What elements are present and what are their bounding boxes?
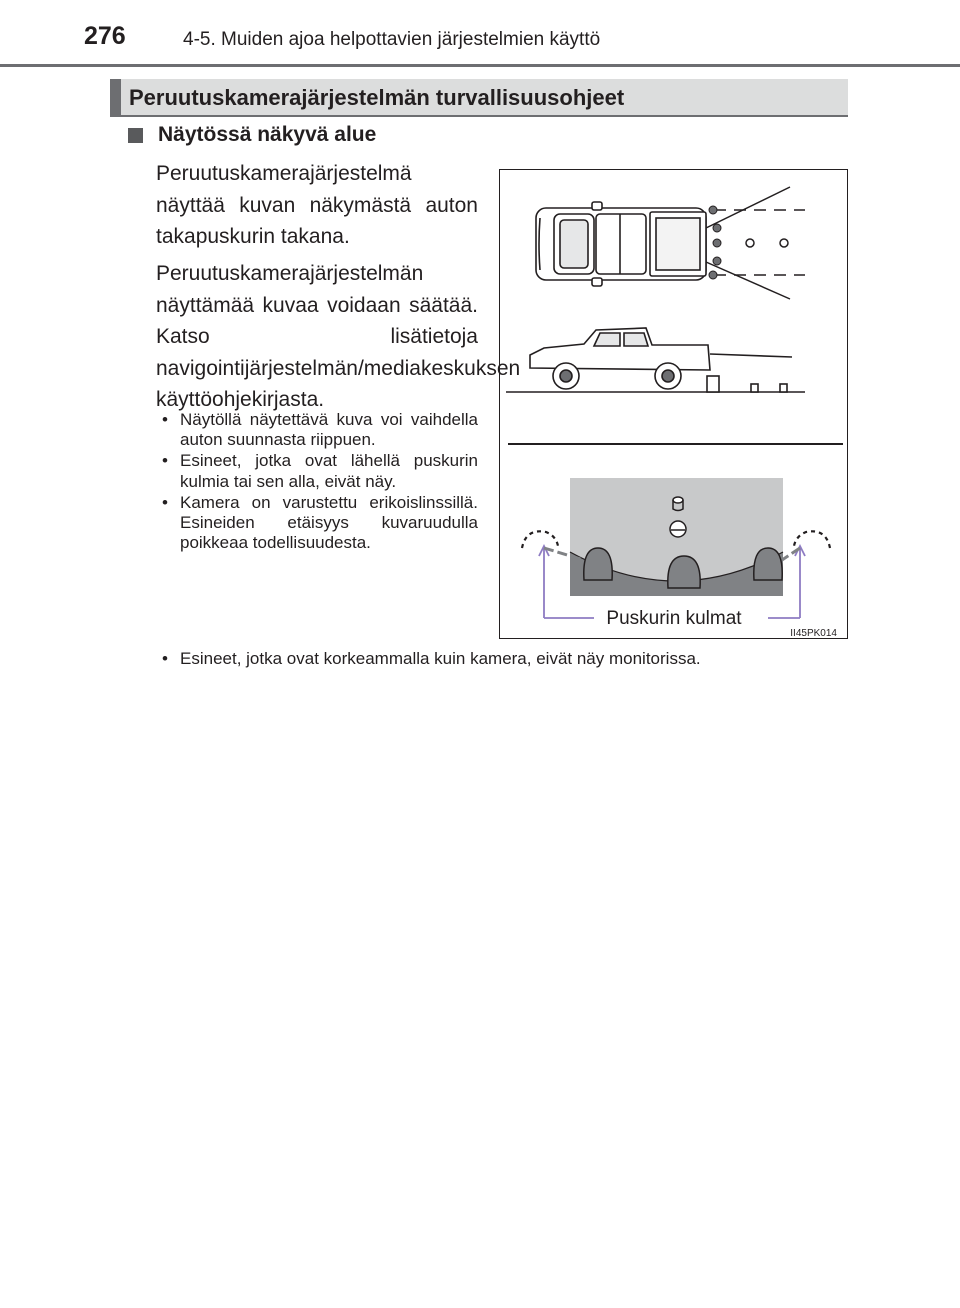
list-item — [158, 451, 478, 491]
bullet-dot: • — [162, 410, 168, 429]
callout-label: Puskurin kulmat — [606, 608, 742, 629]
bullet-text: Esineet, jotka ovat lähellä puskurin kulmia tai sen alla, eivät näy. — [180, 451, 478, 491]
page-number: 276 — [84, 22, 126, 50]
section-title: Peruutuskamerajärjestelmän turvallisuusohjeet — [129, 85, 625, 110]
list-item — [158, 493, 478, 554]
bullet-dot: • — [162, 492, 168, 512]
list-item — [158, 410, 478, 450]
monitor-view — [570, 478, 783, 596]
square-bullet-icon — [128, 128, 143, 143]
subsection-heading: Näytössä näkyvä alue — [158, 123, 377, 146]
truck-top-view — [536, 202, 706, 286]
bullet-list — [158, 410, 478, 554]
bullet-dot: • — [162, 649, 168, 668]
paragraph-1: Peruutuskamerajärjestelmä näyttää kuvan näkymästä auton takapuskurin takana. — [156, 162, 478, 248]
section-title-bar — [110, 79, 848, 115]
truck-side-view — [530, 328, 710, 389]
bullet-text: Esineet, jotka ovat korkeammalla kuin kamera, eivät näy monitorissa. — [180, 649, 701, 668]
bullet-dot: • — [162, 451, 168, 471]
bullet-text: Kamera on varustettu erikoislinssillä. Esineiden etäisyys kuvaruudulla poikkeaa todellisuudesta. — [180, 492, 478, 553]
bullet-text: Näytöllä näytettävä kuva voi vaihdella auton suunnasta riippuen. — [180, 410, 478, 450]
chapter-title: 4-5. Muiden ajoa helpottavien järjestelmien käyttö — [183, 29, 601, 50]
section-accent — [110, 79, 121, 115]
paragraph-2: Peruutuskamerajärjestelmän näyttämää kuvaa voidaan säätää. Katso lisätietoja navigointijärjestelmän/mediakeskuksen käyttöohjekirjasta. — [156, 262, 521, 411]
section-divider — [110, 115, 848, 117]
obstacle-markers — [746, 239, 788, 247]
figure-code: II45PK014 — [790, 628, 837, 639]
list-item — [158, 649, 880, 669]
header-rule — [0, 64, 960, 67]
figure-illustration — [500, 170, 848, 639]
camera-view-figure — [499, 169, 848, 639]
